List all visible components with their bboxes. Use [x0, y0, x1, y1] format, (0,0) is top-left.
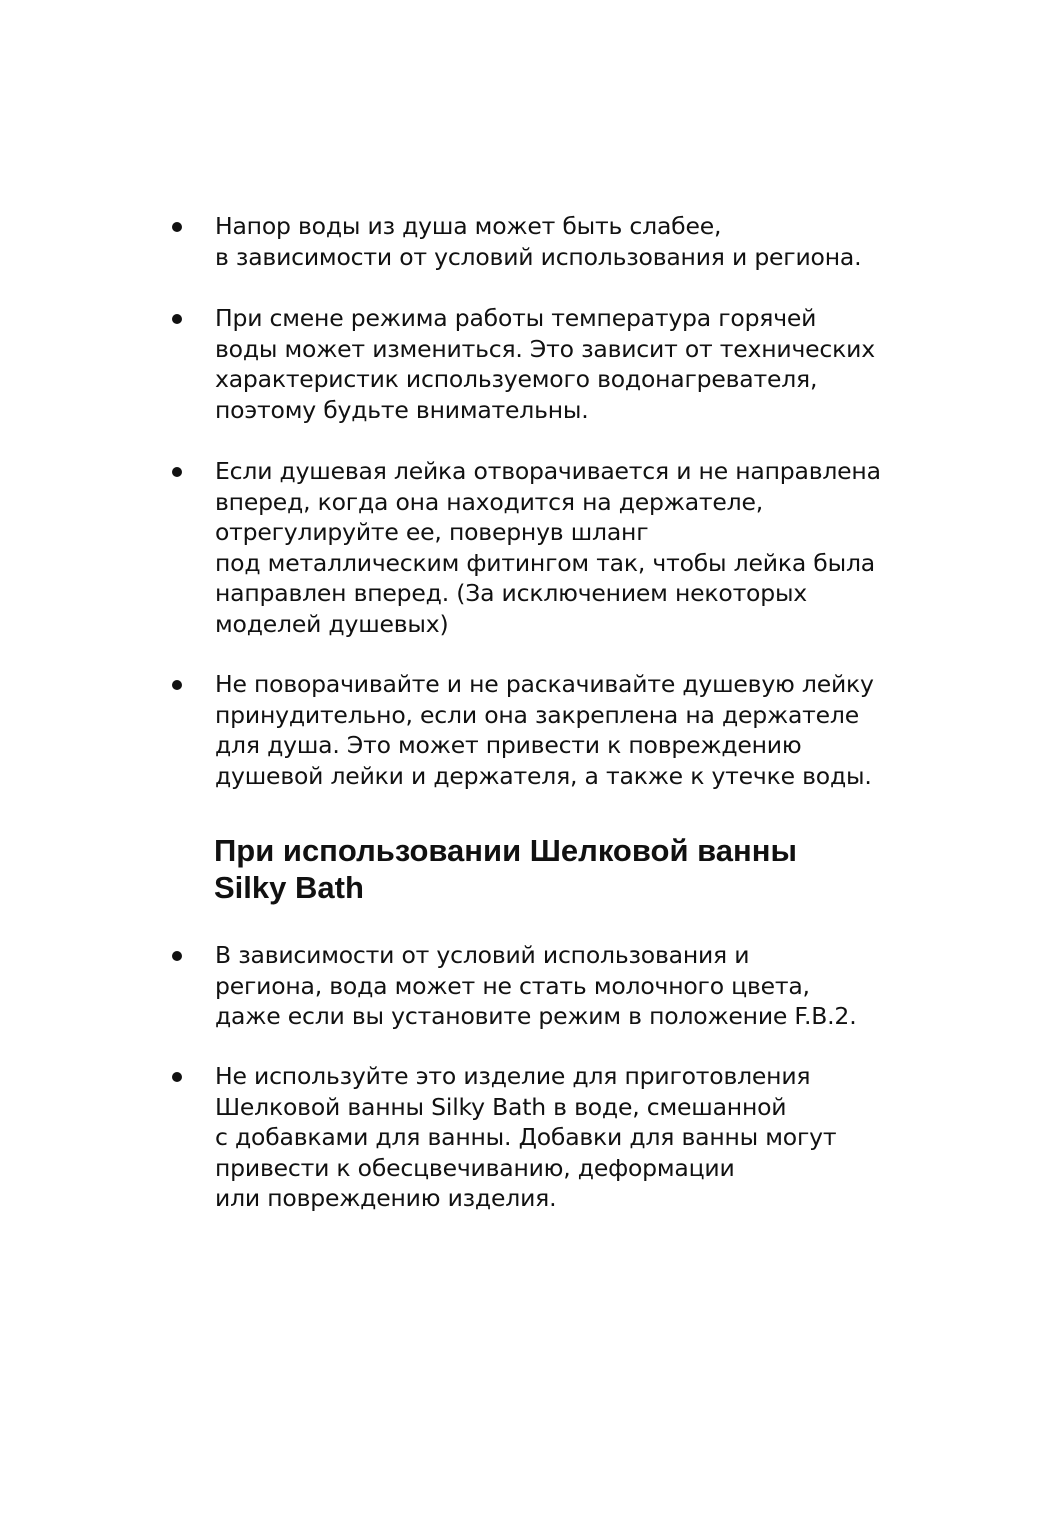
precautions-list	[168, 211, 908, 799]
item-text-line: в зависимости от условий использования и региона.	[215, 242, 862, 271]
item-text-line: Не используйте это изделие для приготовления	[215, 1062, 811, 1090]
list-item	[168, 940, 908, 1061]
list-item	[168, 303, 908, 456]
bullet-icon	[172, 1072, 182, 1082]
item-text-line: привести к обесцвечиванию, деформации	[215, 1153, 735, 1182]
list-item	[168, 211, 908, 303]
item-text-line: принудительно, если она закреплена на держателе	[215, 700, 859, 729]
item-text-line: даже если вы установите режим в положение F.B.2.	[215, 1002, 857, 1030]
item-text-line: с добавками для ванны. Добавки для ванны могут	[215, 1123, 837, 1151]
item-text-line: При смене режима работы температура горячей	[215, 304, 817, 332]
item-text-line: Если душевая лейка отворачивается и не направлена	[215, 457, 881, 485]
item-text-line: В зависимости от условий использования и	[215, 941, 750, 969]
item-text-line: Напор воды из душа может быть слабее,	[215, 212, 722, 240]
list-item	[168, 669, 908, 799]
item-text-line: направлен вперед. (За исключением некоторых	[215, 579, 808, 607]
section-heading-line: Silky Bath	[214, 870, 364, 905]
item-text-line: Шелковой ванны Silky Bath в воде, смешанной	[215, 1092, 787, 1121]
item-text-line: воды может измениться. Это зависит от технических	[215, 334, 875, 363]
silky-bath-list	[168, 940, 908, 1221]
item-text-line: для душа. Это может привести к повреждению	[215, 731, 802, 759]
item-text-line: душевой лейки и держателя, а также к утечке воды.	[215, 761, 872, 790]
item-text-line: под металлическим фитингом так, чтобы лейка была	[215, 548, 875, 577]
bullet-icon	[172, 222, 182, 232]
section-heading-line: При использовании Шелковой ванны	[214, 833, 797, 868]
item-text-line: региона, вода может не стать молочного цвета,	[215, 971, 810, 1000]
item-text-line: вперед, когда она находится на держателе,	[215, 487, 763, 516]
bullet-icon	[172, 467, 182, 477]
item-text-line: моделей душевых)	[215, 609, 449, 638]
item-text-line: или повреждению изделия.	[215, 1184, 557, 1212]
bullet-icon	[172, 680, 182, 690]
item-text-line: отрегулируйте ее, повернув шланг	[215, 518, 649, 546]
item-text-line: Не поворачивайте и не раскачивайте душевую лейку	[215, 670, 874, 698]
section-heading	[214, 832, 914, 906]
list-item	[168, 456, 908, 669]
item-text-line: характеристик используемого водонагревателя,	[215, 365, 818, 393]
list-item	[168, 1061, 908, 1221]
bullet-icon	[172, 314, 182, 324]
bullet-icon	[172, 951, 182, 961]
item-text-line: поэтому будьте внимательны.	[215, 395, 589, 424]
